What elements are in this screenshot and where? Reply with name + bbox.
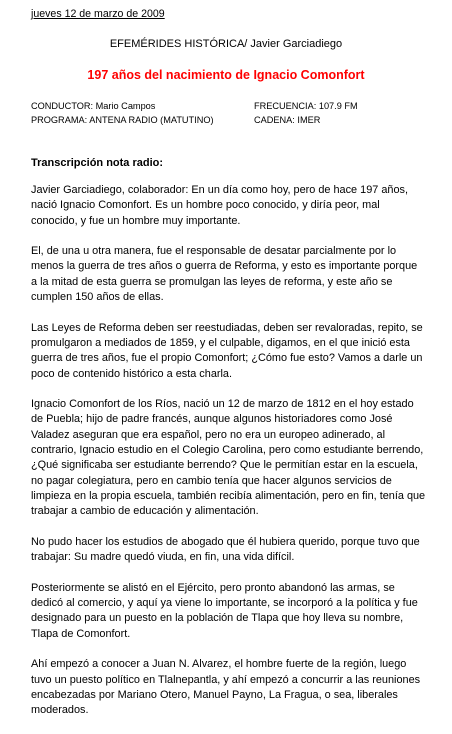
meta-row <box>31 100 422 114</box>
transcript-heading: Transcripción nota radio: <box>31 157 164 169</box>
meta-cadena: CADENA: IMER <box>254 114 321 125</box>
paragraph: Posteriormente se alistó en el Ejército, pero pronto abandonó las armas, se dedicó al comercio, y aquí ya viene lo importante, se incorporó a la política y fue designado para un puesto en la población de Tlapa que hoy lleva su nombre, Tlapa de Comonfort. <box>31 581 418 640</box>
broadcast-metadata <box>31 100 422 127</box>
paragraph: El, de una u otra manera, fue el responsable de desatar parcialmente por lo menos la guerra de tres años o guerra de Reforma, y esto es importante porque a la mitad de esta guerra se promulgan las leyes de reforma, y este año se cumplen 150 años de ellas. <box>31 245 418 304</box>
meta-programa: PROGRAMA: ANTENA RADIO (MATUTINO) <box>31 114 214 125</box>
paragraph: Ahí empezó a conocer a Juan N. Alvarez, el hombre fuerte de la región, luego tuvo un puesto político en Tlalnepantla, y ahí empezó a concurrir a las reuniones encabezadas por Mariano Otero, Manuel Payno, La Fragua, o sea, liberales moderados. <box>31 658 421 717</box>
document-date: jueves 12 de marzo de 2009 <box>31 8 165 20</box>
paragraph: No pudo hacer los estudios de abogado que él hubiera querido, porque tuvo que trabajar: Su madre quedó viuda, en fin, una vida difícil. <box>31 535 420 564</box>
paragraph: Ignacio Comonfort de los Ríos, nació un 12 de marzo de 1812 en el hoy estado de Puebla; hijo de padre francés, aunque algunos historiadores como José Valadez aseguran que era español, pero no era un europeo adinerado, al contrario, Ignacio estudio en el Colegio Carolina, pero como estudiante berrendo, ¿Qué significaba ser estudiante berrendo? Que le permitían estar en la escuela, no pagar colegiatura, pero en cambio tenía que hacer algunos servicios de limpieza en la propia escuela, también recibía alimentación, pero en fin, tenía que trabajar a cambio de educación y alimentación. <box>31 398 426 518</box>
meta-conductor: CONDUCTOR: Mario Campos <box>31 101 156 111</box>
paragraph: Las Leyes de Reforma deben ser reestudiadas, deben ser revaloradas, repito, se promulgaron a mediados de 1859, y el culpable, digamos, en el que inició esta guerra de tres años, fue el propio Comonfort; ¿Cómo fue esto? Vamos a darle un poco de contenido histórico a esta charla. <box>31 321 423 380</box>
paragraph: Javier Garciadiego, colaborador: En un día como hoy, pero de hace 197 años, nació Ignacio Comonfort. Es un hombre poco conocido, y diría peor, mal conocido, y fue un hombre muy importante. <box>31 184 408 227</box>
article-title: 197 años del nacimiento de Ignacio Comonfort <box>87 68 365 82</box>
transcript-body <box>31 183 426 734</box>
section-heading: EFEMÉRIDES HISTÓRICA/ Javier Garciadiego <box>109 38 343 50</box>
meta-row <box>31 114 422 128</box>
meta-frecuencia: FRECUENCIA: 107.9 FM <box>254 101 358 111</box>
